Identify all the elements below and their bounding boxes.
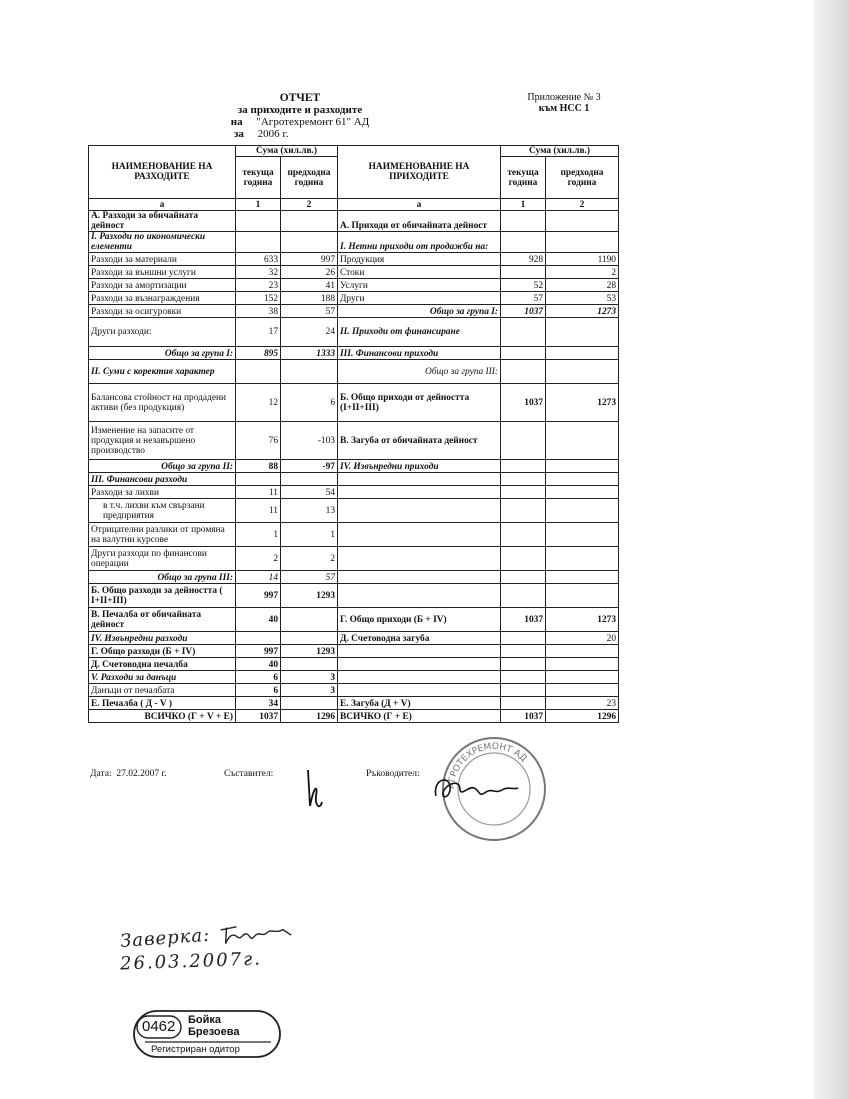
table-row bbox=[89, 499, 619, 523]
income-previous-value bbox=[546, 547, 619, 571]
expense-previous-value: 3 bbox=[281, 671, 338, 684]
income-current-value: 1037 bbox=[501, 305, 546, 318]
expense-previous-value: 1 bbox=[281, 523, 338, 547]
expense-previous-value bbox=[281, 211, 338, 232]
expense-label: Д. Счетоводна печалба bbox=[89, 658, 236, 671]
expense-label: II. Суми с коректив характер bbox=[89, 360, 236, 384]
income-label: II. Приходи от финансиране bbox=[338, 318, 501, 347]
expense-current-value: 1 bbox=[236, 523, 281, 547]
income-previous-value bbox=[546, 571, 619, 584]
expense-previous-value: 1293 bbox=[281, 645, 338, 658]
income-label: Общо за група I: bbox=[338, 305, 501, 318]
income-current-value bbox=[501, 523, 546, 547]
income-label: Г. Общо приходи (Б + IV) bbox=[338, 608, 501, 632]
income-current-value bbox=[501, 632, 546, 645]
income-current-value: 52 bbox=[501, 279, 546, 292]
income-header: НАИМЕНОВАНИЕ НА ПРИХОДИТЕ bbox=[338, 146, 501, 199]
expense-previous-value bbox=[281, 232, 338, 253]
expense-label: Общо за група III: bbox=[89, 571, 236, 584]
report-table bbox=[88, 145, 619, 723]
expenses-header: НАИМЕНОВАНИЕ НА РАЗХОДИТЕ bbox=[89, 146, 236, 199]
expense-previous-value bbox=[281, 608, 338, 632]
expense-current-value: 88 bbox=[236, 460, 281, 473]
income-current-value: 57 bbox=[501, 292, 546, 305]
expenses-sum-header: Сума (хил.лв.) bbox=[236, 146, 338, 157]
expense-current-value bbox=[236, 632, 281, 645]
income-current-value bbox=[501, 232, 546, 253]
income-label: ВСИЧКО (Г + Е) bbox=[338, 710, 501, 723]
income-label: Б. Общо приходи от дейността (I+II+III) bbox=[338, 384, 501, 422]
table-row bbox=[89, 710, 619, 723]
expense-previous-value bbox=[281, 658, 338, 671]
table-row bbox=[89, 547, 619, 571]
certification-signature bbox=[216, 917, 298, 949]
expense-current-value: 895 bbox=[236, 347, 281, 360]
column-code-1: 1 bbox=[236, 199, 281, 211]
expense-label: Общо за група I: bbox=[89, 347, 236, 360]
expense-previous-value: -103 bbox=[281, 422, 338, 460]
expense-current-value: 76 bbox=[236, 422, 281, 460]
income-label bbox=[338, 473, 501, 486]
table-row bbox=[89, 384, 619, 422]
expense-label: Други разходи по финансови операции bbox=[89, 547, 236, 571]
income-previous-value bbox=[546, 499, 619, 523]
expense-label: IV. Извънредни разходи bbox=[89, 632, 236, 645]
income-current-value: 1037 bbox=[501, 608, 546, 632]
expense-current-value: 11 bbox=[236, 486, 281, 499]
income-previous-value: 1273 bbox=[546, 384, 619, 422]
income-label bbox=[338, 645, 501, 658]
table-row bbox=[89, 347, 619, 360]
expense-current-value: 997 bbox=[236, 584, 281, 608]
auditor-stamp bbox=[133, 1010, 283, 1060]
date-label: Дата: bbox=[90, 769, 112, 779]
income-current-value bbox=[501, 486, 546, 499]
period-value: 2006 г. bbox=[257, 128, 289, 140]
income-previous-value bbox=[546, 347, 619, 360]
appendix-line1: Приложение № 3 bbox=[527, 92, 601, 103]
table-row bbox=[89, 523, 619, 547]
manager-signature bbox=[430, 768, 520, 808]
income-previous-year-header: предходна година bbox=[546, 157, 619, 199]
expense-previous-value: 54 bbox=[281, 486, 338, 499]
expense-label: Разходи за амортизации bbox=[89, 279, 236, 292]
expense-previous-value: 3 bbox=[281, 684, 338, 697]
expense-label: V. Разходи за данъци bbox=[89, 671, 236, 684]
compiler-signature bbox=[300, 766, 330, 816]
expense-current-value: 2 bbox=[236, 547, 281, 571]
income-label bbox=[338, 486, 501, 499]
income-label: Общо за група III: bbox=[338, 360, 501, 384]
expense-current-value: 1037 bbox=[236, 710, 281, 723]
expense-current-value: 11 bbox=[236, 499, 281, 523]
expense-current-value bbox=[236, 360, 281, 384]
expense-label: А. Разходи за обичайната дейност bbox=[89, 211, 236, 232]
expense-label: Разходи за лихви bbox=[89, 486, 236, 499]
income-previous-value bbox=[546, 486, 619, 499]
income-previous-value: 28 bbox=[546, 279, 619, 292]
expense-current-value: 633 bbox=[236, 253, 281, 266]
income-current-value bbox=[501, 584, 546, 608]
column-code-a: а bbox=[89, 199, 236, 211]
expense-current-value: 14 bbox=[236, 571, 281, 584]
expense-label: Разходи за външни услуги bbox=[89, 266, 236, 279]
expense-current-value: 6 bbox=[236, 671, 281, 684]
expense-previous-value: 2 bbox=[281, 547, 338, 571]
expense-label: ВСИЧКО (Г + V + Е) bbox=[89, 710, 236, 723]
table-row bbox=[89, 486, 619, 499]
table-row bbox=[89, 279, 619, 292]
appendix-note bbox=[508, 92, 620, 114]
table-row bbox=[89, 473, 619, 486]
income-current-value bbox=[501, 671, 546, 684]
expense-label: Разходи за възнаграждения bbox=[89, 292, 236, 305]
expense-previous-value: 1333 bbox=[281, 347, 338, 360]
company-prefix: на bbox=[230, 116, 243, 128]
expense-current-value: 40 bbox=[236, 658, 281, 671]
table-row bbox=[89, 608, 619, 632]
expense-label: Г. Общо разходи (Б + IV) bbox=[89, 645, 236, 658]
scan-edge bbox=[813, 0, 849, 1099]
expenses-current-year-header: текуща година bbox=[236, 157, 281, 199]
income-label: Е. Загуба (Д + V) bbox=[338, 697, 501, 710]
income-previous-value: 1296 bbox=[546, 710, 619, 723]
income-current-value bbox=[501, 318, 546, 347]
expense-current-value bbox=[236, 473, 281, 486]
title-subtitle: за приходите и разходите bbox=[237, 104, 363, 116]
income-previous-value bbox=[546, 422, 619, 460]
table-row bbox=[89, 584, 619, 608]
income-previous-value bbox=[546, 584, 619, 608]
column-code-a: а bbox=[338, 199, 501, 211]
expenses-previous-year-header: предходна година bbox=[281, 157, 338, 199]
income-previous-value bbox=[546, 658, 619, 671]
expense-label: Данъци от печалбата bbox=[89, 684, 236, 697]
column-code-2: 2 bbox=[281, 199, 338, 211]
expense-label: Е. Печалба ( Д - V ) bbox=[89, 697, 236, 710]
table-row bbox=[89, 360, 619, 384]
expense-previous-value: 57 bbox=[281, 305, 338, 318]
expense-current-value: 34 bbox=[236, 697, 281, 710]
income-previous-value bbox=[546, 645, 619, 658]
expense-current-value: 997 bbox=[236, 645, 281, 658]
income-current-value bbox=[501, 645, 546, 658]
income-label bbox=[338, 658, 501, 671]
income-previous-value bbox=[546, 671, 619, 684]
expense-previous-value bbox=[281, 473, 338, 486]
table-row bbox=[89, 460, 619, 473]
income-previous-value: 2 bbox=[546, 266, 619, 279]
income-previous-value: 1273 bbox=[546, 608, 619, 632]
expense-label: Балансова стойност на продадени активи (без продукция) bbox=[89, 384, 236, 422]
expense-previous-value bbox=[281, 697, 338, 710]
footer-date bbox=[90, 769, 167, 779]
income-label: Д. Счетоводна загуба bbox=[338, 632, 501, 645]
table-row bbox=[89, 645, 619, 658]
income-label bbox=[338, 684, 501, 697]
expense-previous-value: 13 bbox=[281, 499, 338, 523]
income-previous-value: 20 bbox=[546, 632, 619, 645]
table-row bbox=[89, 318, 619, 347]
income-previous-value bbox=[546, 232, 619, 253]
expense-label: III. Финансови разходи bbox=[89, 473, 236, 486]
income-label: Стоки bbox=[338, 266, 501, 279]
income-label: Услуги bbox=[338, 279, 501, 292]
income-previous-value: 1273 bbox=[546, 305, 619, 318]
income-current-value bbox=[501, 547, 546, 571]
income-label: I. Нетни приходи от продажби на: bbox=[338, 232, 501, 253]
expense-previous-value: 24 bbox=[281, 318, 338, 347]
footer-compiler: Съставител: bbox=[224, 769, 274, 779]
table-row bbox=[89, 571, 619, 584]
expense-label: Отрицателни разлики от промяна на валутни курсове bbox=[89, 523, 236, 547]
auditor-last-name: Брезоева bbox=[188, 1026, 240, 1038]
company-name: "Агротехремонт 61" АД bbox=[256, 116, 370, 128]
income-label bbox=[338, 523, 501, 547]
expense-previous-value bbox=[281, 360, 338, 384]
income-current-value bbox=[501, 658, 546, 671]
report-title bbox=[190, 92, 410, 140]
income-current-value bbox=[501, 499, 546, 523]
income-previous-value bbox=[546, 360, 619, 384]
income-current-value bbox=[501, 422, 546, 460]
income-current-value: 1037 bbox=[501, 384, 546, 422]
auditor-first-name: Бойка bbox=[188, 1014, 222, 1026]
income-previous-value: 1190 bbox=[546, 253, 619, 266]
income-label: III. Финансови приходи bbox=[338, 347, 501, 360]
title-company bbox=[190, 116, 410, 128]
expense-current-value: 38 bbox=[236, 305, 281, 318]
stamp-text: АГРОТЕХРЕМОНТ АД bbox=[446, 741, 529, 790]
income-previous-value bbox=[546, 318, 619, 347]
income-previous-value bbox=[546, 523, 619, 547]
expense-previous-value: 6 bbox=[281, 384, 338, 422]
table-row bbox=[89, 422, 619, 460]
expense-previous-value: 26 bbox=[281, 266, 338, 279]
income-current-value bbox=[501, 347, 546, 360]
income-current-value bbox=[501, 697, 546, 710]
table-row bbox=[89, 632, 619, 645]
income-label bbox=[338, 671, 501, 684]
expense-previous-value: 1296 bbox=[281, 710, 338, 723]
column-code-1: 1 bbox=[501, 199, 546, 211]
income-current-value bbox=[501, 684, 546, 697]
expense-label: Б. Общо разходи за дейността ( I+II+III) bbox=[89, 584, 236, 608]
expense-label: в т.ч. лихви към свързани предприятия bbox=[89, 499, 236, 523]
expense-label: I. Разходи по икономически елементи bbox=[89, 232, 236, 253]
income-previous-value bbox=[546, 473, 619, 486]
table-row bbox=[89, 253, 619, 266]
income-current-value bbox=[501, 266, 546, 279]
expense-label: Разходи за материали bbox=[89, 253, 236, 266]
income-previous-value: 53 bbox=[546, 292, 619, 305]
period-prefix: за bbox=[234, 128, 244, 140]
title-heading: ОТЧЕТ bbox=[279, 92, 321, 104]
table-row bbox=[89, 211, 619, 232]
expense-current-value: 23 bbox=[236, 279, 281, 292]
table-row bbox=[89, 684, 619, 697]
income-current-value bbox=[501, 360, 546, 384]
expense-label: В. Печалба от обичайната дейност bbox=[89, 608, 236, 632]
table-row bbox=[89, 292, 619, 305]
expense-previous-value: 188 bbox=[281, 292, 338, 305]
income-current-value bbox=[501, 460, 546, 473]
expense-previous-value bbox=[281, 632, 338, 645]
expense-label: Разходи за осигуровки bbox=[89, 305, 236, 318]
expense-previous-value: 1293 bbox=[281, 584, 338, 608]
expense-label: Други разходи: bbox=[89, 318, 236, 347]
title-period bbox=[190, 128, 410, 140]
expense-previous-value: 997 bbox=[281, 253, 338, 266]
expense-current-value: 12 bbox=[236, 384, 281, 422]
income-current-value: 1037 bbox=[501, 710, 546, 723]
income-label bbox=[338, 571, 501, 584]
expense-current-value: 17 bbox=[236, 318, 281, 347]
certification-date: 26.03.2007г. bbox=[119, 948, 263, 975]
income-label: Други bbox=[338, 292, 501, 305]
income-current-value bbox=[501, 473, 546, 486]
certification-note bbox=[120, 922, 320, 977]
income-current-year-header: текуща година bbox=[501, 157, 546, 199]
expense-current-value bbox=[236, 232, 281, 253]
date-value: 27.02.2007 г. bbox=[116, 769, 167, 779]
certification-label: Заверка: bbox=[119, 924, 211, 952]
table-row bbox=[89, 671, 619, 684]
expense-previous-value: 41 bbox=[281, 279, 338, 292]
table-row bbox=[89, 305, 619, 318]
income-label: А. Приходи от обичайната дейност bbox=[338, 211, 501, 232]
income-previous-value: 23 bbox=[546, 697, 619, 710]
income-previous-value bbox=[546, 460, 619, 473]
auditor-number: 0462 bbox=[142, 1018, 176, 1035]
expense-current-value: 6 bbox=[236, 684, 281, 697]
expense-current-value: 32 bbox=[236, 266, 281, 279]
income-label: В. Загуба от обичайната дейност bbox=[338, 422, 501, 460]
table-row bbox=[89, 232, 619, 253]
income-previous-value bbox=[546, 684, 619, 697]
income-label bbox=[338, 499, 501, 523]
expense-label: Общо за група II: bbox=[89, 460, 236, 473]
column-code-2: 2 bbox=[546, 199, 619, 211]
income-label: IV. Извънредни приходи bbox=[338, 460, 501, 473]
income-current-value: 928 bbox=[501, 253, 546, 266]
footer-manager: Ръководител: bbox=[366, 769, 420, 779]
income-label: Продукция bbox=[338, 253, 501, 266]
income-current-value bbox=[501, 211, 546, 232]
expense-current-value: 152 bbox=[236, 292, 281, 305]
expense-current-value bbox=[236, 211, 281, 232]
income-previous-value bbox=[546, 211, 619, 232]
auditor-title: Регистриран одитор bbox=[151, 1044, 240, 1055]
table-row bbox=[89, 697, 619, 710]
appendix-line2: към НСС 1 bbox=[538, 103, 590, 114]
table-row bbox=[89, 658, 619, 671]
expense-label: Изменение на запасите от продукция и незавършено производство bbox=[89, 422, 236, 460]
table-row bbox=[89, 266, 619, 279]
income-current-value bbox=[501, 571, 546, 584]
income-sum-header: Сума (хил.лв.) bbox=[501, 146, 619, 157]
income-label bbox=[338, 584, 501, 608]
expense-previous-value: 57 bbox=[281, 571, 338, 584]
income-label bbox=[338, 547, 501, 571]
expense-previous-value: -97 bbox=[281, 460, 338, 473]
expense-current-value: 40 bbox=[236, 608, 281, 632]
